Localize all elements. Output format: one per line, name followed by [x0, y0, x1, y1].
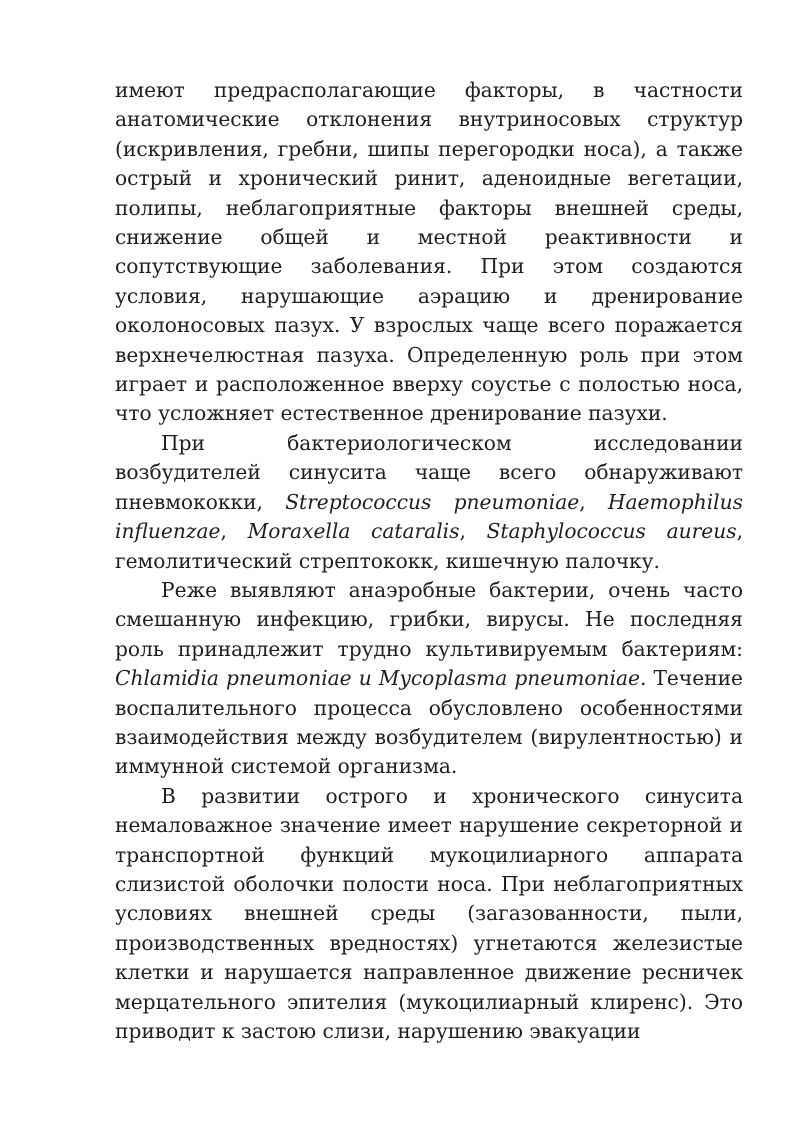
text-run: ,	[220, 519, 248, 544]
text-run: имеют предрасполагающие факторы, в частности анатомические отклонения внутриносовых структур (искривления, гребни, шипы перегородки носа), а также острый и хронический ринит, аденоидные вегетации, полипы, неблагоприятные факторы внешней среды, снижение общей и местной реактивности и сопутствующие заболевания. При этом создаются условия, нарушающие аэрацию и дренирование околоносовых пазух. У взрослых чаще всего поражается верхнечелюстная пазуха. Определенную роль при этом играет и расположенное вверху соустье с полостью носа, что усложняет естественное дренирование пазухи.	[115, 78, 743, 426]
species-name: Streptococcus pneumoniae	[285, 489, 580, 514]
text-run: При бактериологическом исследовании возбудителей синусита чаще всего обнаруживают пневмококки,	[115, 430, 743, 514]
paragraph-2	[115, 429, 743, 576]
species-name: Staphylococcus aureus	[486, 519, 737, 544]
text-run: ,	[579, 489, 608, 514]
text-run: Течение воспалительного процесса обусловлено особенностями взаимодействия между возбудителем (вирулентностью) и иммунной системой организма.	[115, 666, 744, 779]
text-run: Реже выявляют анаэробные бактерии, очень часто смешанную инфекцию, грибки, вирусы. Не последняя роль принадлежит трудно культивируемым бактериям:	[115, 577, 743, 661]
species-name: Moraxella cataralis	[247, 519, 460, 544]
species-name: Chlamidia pneumoniae и Mycoplasma pneumoniae.	[115, 666, 647, 691]
species-name: Haemophilus influenzae	[115, 489, 743, 544]
paragraph-1	[115, 76, 743, 429]
text-run: В развитии острого и хронического синусита немаловажное значение имеет нарушение секреторной и транспортной функций мукоцилиарного аппарата слизистой оболочки полости носа. При неблагоприятных условиях внешней среды (загазованности, пыли, производственных вредностях) угнетаются железистые клетки и нарушается направленное движение ресничек мерцательного эпителия (мукоцилиарный клиренс). Это приводит к застою слизи, нарушению эвакуации	[115, 783, 743, 1043]
paragraph-3	[115, 576, 743, 782]
paragraph-4	[115, 782, 743, 1047]
text-run: ,	[459, 519, 487, 544]
text-run: , гемолитический стрептококк, кишечную палочку.	[115, 519, 743, 573]
body-text	[115, 76, 743, 1046]
